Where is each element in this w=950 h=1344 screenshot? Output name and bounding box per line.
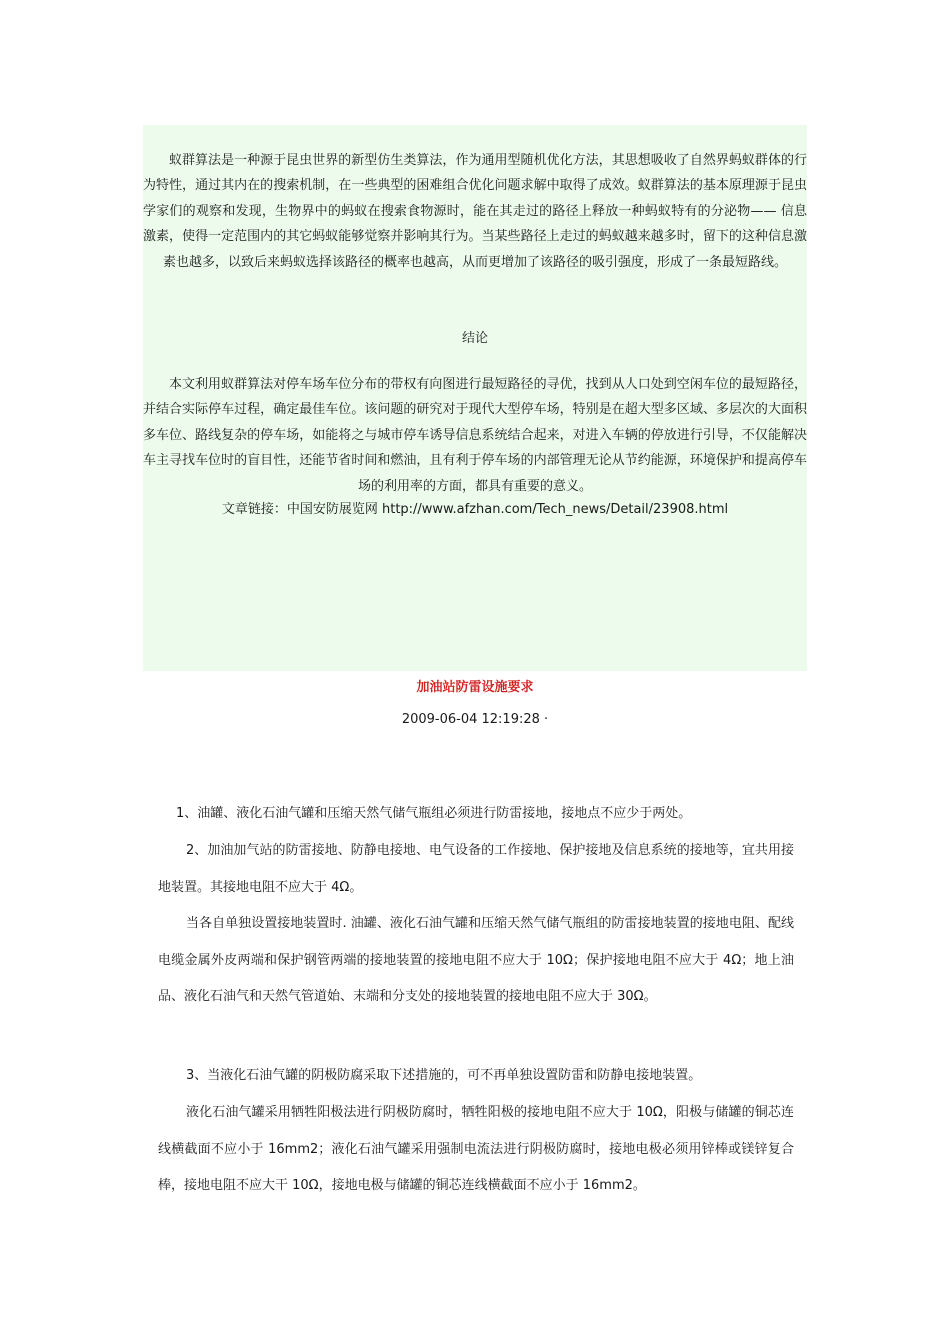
article-link[interactable]: 文章链接：中国安防展览网 http://www.afzhan.com/Tech_news/Detail/23908.html — [221, 502, 729, 517]
article-date: 2009-06-04 12:19:28 · — [401, 712, 549, 727]
requirement-item-2: 2、加油加气站的防雷接地、防静电接地、电气设备的工作接地、保护接地及信息系统的接地等，宜共用接地装置。其接地电阻不应大于 4Ω。 — [158, 843, 794, 895]
requirement-item-2-detail: 当各自单独设置接地装置时. 油罐、液化石油气罐和压缩天然气储气瓶组的防雷接地装置的接地电阻、配线电缆金属外皮两端和保护钢管两端的接地装置的接地电阻不应大于 10Ω；保护接地电阻不应大于 4Ω；地上油品、液化石油气和天然气管道始、末端和分支处的接地装置的接地电阻不应大于 30Ω。 — [158, 916, 794, 1004]
ant-colony-paragraph: 蚁群算法是一种源于昆虫世界的新型仿生类算法，作为通用型随机优化方法，其思想吸收了自然界蚂蚁群体的行为特性，通过其内在的搜索机制，在一些典型的困难组合优化问题求解中取得了成效。蚁群算法的基本原理源于昆虫学家们的观察和发现，生物界中的蚂蚁在搜索食物源时，能在其走过的路径上释放一种蚂蚁特有的分泌物—— 信息激素，使得一定范围内的其它蚂蚁能够觉察并影响其行为。当某些路径上走过的蚂蚁越来越多时，留下的这种信息激素也越多，以致后来蚂蚁选择该路径的概率也越高，从而更增加了该路径的吸引强度，形成了一条最短路线。 — [143, 153, 807, 270]
requirement-item-3-detail: 液化石油气罐采用牺牲阳极法进行阴极防腐时，牺牲阳极的接地电阻不应大于 10Ω，阳极与储罐的铜芯连线横截面不应小于 16mm2；液化石油气罐采用强制电流法进行阴极防腐时，接地电极必须用锌棒或镁锌复合棒，接地电阻不应大干 10Ω，接地电极与储罐的铜芯连线横截面不应小于 16mm2。 — [158, 1105, 794, 1193]
conclusion-heading: 结论 — [461, 331, 488, 346]
green-content-box — [143, 125, 807, 671]
conclusion-paragraph: 本文利用蚁群算法对停车场车位分布的带权有向图进行最短路径的寻优，找到从人口处到空闲车位的最短路径，并结合实际停车过程，确定最佳车位。该问题的研究对于现代大型停车场，特别是在超大型多区域、多层次的大面积多车位、路线复杂的停车场，如能将之与城市停车诱导信息系统结合起来，对进入车辆的停放进行引导，不仅能解决车主寻找车位时的盲目性，还能节省时间和燃油，且有利于停车场的内部管理无论从节约能源，环境保护和提高停车场的利用率的方面，都具有重要的意义。 — [143, 377, 807, 494]
requirement-item-3: 3、当液化石油气罐的阴极防腐采取下述措施的，可不再单独设置防雷和防静电接地装置。 — [186, 1068, 702, 1083]
article-title: 加油站防雷设施要求 — [416, 680, 534, 695]
requirement-item-1: 1、油罐、液化石油气罐和压缩天然气储气瓶组必须进行防雷接地，接地点不应少于两处。 — [176, 806, 692, 821]
